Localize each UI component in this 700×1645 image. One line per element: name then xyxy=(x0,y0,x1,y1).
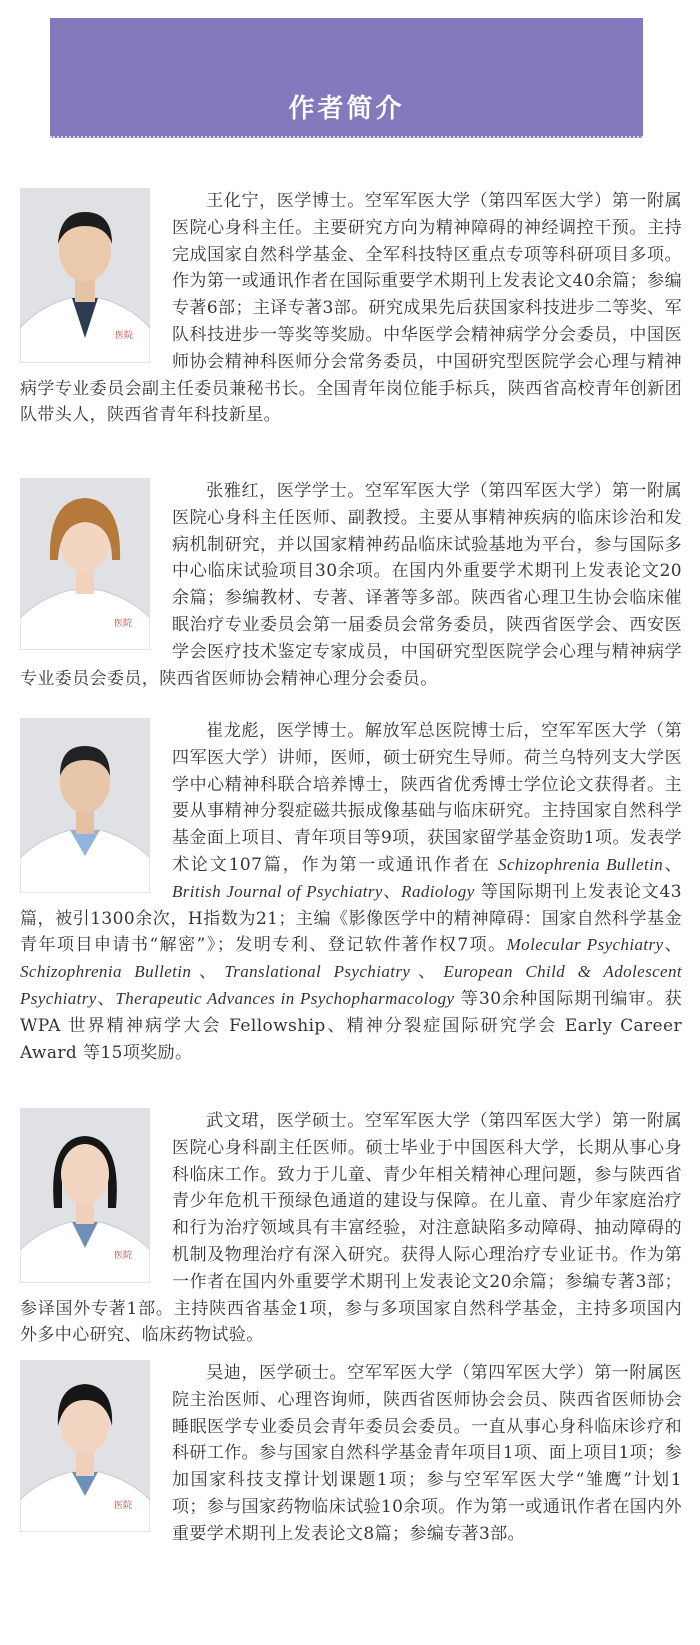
bio-text-segment: 、 xyxy=(410,962,444,983)
author-bio-5 xyxy=(20,1360,682,1548)
svg-text:医院: 医院 xyxy=(114,619,133,629)
journal-name: Translational Psychiatry xyxy=(224,962,411,982)
journal-name: Therapeutic Advances in Psychopharmacology xyxy=(115,988,455,1008)
bio-text-segment: 、 xyxy=(382,881,402,902)
header-banner xyxy=(50,18,643,138)
author-photo xyxy=(20,1108,150,1283)
journal-name: European Child & Adolescent Psychiatry xyxy=(20,962,682,1008)
journal-name: Molecular Psychiatry xyxy=(506,935,664,955)
author-photo xyxy=(20,718,150,893)
svg-text:医院: 医院 xyxy=(114,1251,133,1261)
bio-text-segment: 、 xyxy=(191,962,225,983)
svg-text:医院: 医院 xyxy=(115,331,134,341)
author-bio-4 xyxy=(20,1108,682,1349)
bio-text-segment: 、 xyxy=(663,854,683,875)
bio-text-segment: 、 xyxy=(96,988,116,1009)
author-bio-text: 张雅红，医学学士。空军军医大学（第四军医大学）第一附属医院心身科主任医师、副教授。主要从事精神疾病的临床诊治和发病机制研究，并以国家精神药品临床试验基地为平台，参与国际多中心临床试验项目30余项。在国内外重要学术期刊上发表论文20余篇；参编教材、专著、译著等多部。陕西省心理卫生协会临床催眠治疗专业委员会第一届委员会常务委员，陕西省医学会、西安医学会医疗技术鉴定专家成员，中国研究型医院学会心理与精神病学专业委员会委员，陕西省医师协会精神心理分会委员。 xyxy=(20,481,682,689)
journal-name: Schizophrenia Bulletin xyxy=(498,854,664,874)
author-photo xyxy=(20,1360,150,1532)
author-bio-text: 吴迪，医学硕士。空军军医大学（第四军医大学）第一附属医院主治医师、心理咨询师，陕西省医师协会会员、陕西省医师协会睡眠医学专业委员会青年委员会委员。一直从事心身科临床诊疗和科研工作。参与国家自然科学基金青年项目1项、面上项目1项；参加国家科技支撑计划课题1项；参与空军军医大学“雏鹰”计划1项；参与国家药物临床试验10余项。作为第一或通讯作者在国内外重要学术期刊上发表论文8篇；参编专著3部。 xyxy=(172,1363,682,1544)
author-photo xyxy=(20,478,150,650)
author-bio-2 xyxy=(20,478,682,692)
page-title: 作者简介 xyxy=(288,94,405,124)
journal-name: Schizophrenia Bulletin xyxy=(20,962,192,982)
author-bio-text: 王化宁，医学博士。空军军医大学（第四军医大学）第一附属医院心身科主任。主要研究方向为精神障碍的神经调控干预。主持完成国家自然科学基金、全军科技特区重点专项等科研项目多项。作为第一或通讯作者在国际重要学术期刊上发表论文40余篇；参编专著6部；主译专著3部。研究成果先后获国家科技进步二等奖、军队科技进步一等奖等奖励。中华医学会精神病学分会委员，中国医师协会精神科医师分会常务委员，中国研究型医院学会心理与精神病学专业委员会副主任委员兼秘书长。全国青年岗位能手标兵，陕西省高校青年创新团队带头人，陕西省青年科技新星。 xyxy=(20,191,682,426)
author-bio-text: 武文珺，医学硕士。空军军医大学（第四军医大学）第一附属医院心身科副主任医师。硕士毕业于中国医科大学，长期从事心身科临床工作。致力于儿童、青少年相关精神心理问题，参与陕西省青少年危机干预绿色通道的建设与保障。在儿童、青少年家庭治疗和行为治疗领域具有丰富经验，对注意缺陷多动障碍、抽动障碍的机制及物理治疗有深入研究。获得人际心理治疗专业证书。作为第一作者在国内外重要学术期刊上发表论文20余篇；参编专著3部；参译国外专著1部。主持陕西省基金1项，参与多项国家自然科学基金，主持多项国内外多中心研究、临床药物试验。 xyxy=(20,1111,682,1346)
author-bio-3 xyxy=(20,718,682,1066)
bio-text-segment: 等国际期刊上发表论文43篇，被引1300余次，H指数为21；主编《影像医学中的精神障碍：国家自然科学基金青年项目申请书“解密”》；发明专利、登记软件著作权7项。 xyxy=(20,881,682,956)
bio-text-segment: 崔龙彪，医学博士。解放军总医院博士后，空军军医大学（第四军医大学）讲师，医师，硕士研究生导师。荷兰乌特列支大学医学中心精神科联合培养博士，陕西省优秀博士学位论文获得者。主要从事精神分裂症磁共振成像基础与临床研究。主持国家自然科学基金面上项目、青年项目等9项，获国家留学基金资助1项。发表学术论文107篇，作为第一或通讯作者在 xyxy=(172,721,682,875)
author-bio-1 xyxy=(20,188,682,429)
dotted-divider xyxy=(50,136,643,138)
journal-name: Radiology xyxy=(401,881,475,901)
svg-text:医院: 医院 xyxy=(114,1501,133,1511)
journal-name: British Journal of Psychiatry xyxy=(172,881,383,901)
bio-text-segment: 、 xyxy=(663,935,682,956)
bio-text-segment: 等30余种国际期刊编审。获 WPA 世界精神病学大会 Fellowship、精神分裂症国际研究学会 Early Career Award 等15项奖励。 xyxy=(20,988,682,1063)
author-photo xyxy=(20,188,150,363)
